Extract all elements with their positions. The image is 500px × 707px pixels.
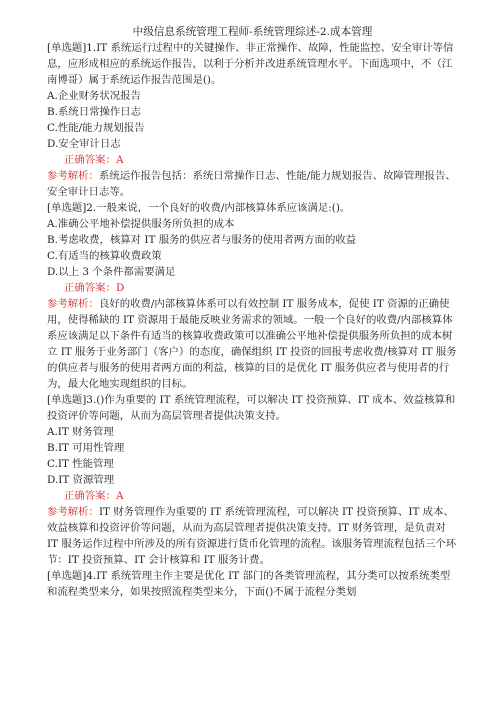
question-3-stem: [单选题]3.()作为重要的 IT 系统管理流程，可以解决 IT 投资预算、IT 成本、效益核算和投资评价等问题，从而为高层管理者提供决策支持。 xyxy=(47,394,456,422)
question-2-option-a: A.准确公平地补偿提供服务所负担的成本 xyxy=(47,218,235,230)
document-title: 中级信息系统管理工程师-系统管理综述-2.成本管理 xyxy=(132,26,373,38)
question-2-option-b: B.考虑收费，核算对 IT 服务的供应者与服务的使用者两方面的收益 xyxy=(47,234,357,246)
question-3-option-c: C.IT 性能管理 xyxy=(47,458,114,470)
question-3-option-b: B.IT 可用性管理 xyxy=(47,442,125,454)
answer-value: D xyxy=(115,282,125,294)
answer-label: 正确答案： xyxy=(64,490,116,502)
question-2-option-d: D.以上 3 个条件都需要满足 xyxy=(47,266,176,278)
question-2-explanation xyxy=(47,296,458,392)
question-3-explanation xyxy=(47,504,458,568)
explanation-text: IT 财务管理作为重要的 IT 系统管理流程，可以解决 IT 投资预算、IT 成本、效益核算和投资评价等问题，从而为高层管理者提供决策支持。IT 财务管理，是负责对 IT 服务运作过程中所涉及的所有资源进行货币化管理的流程。该服务管理流程包括三个环节：IT 投资预算、IT 会计核算和 IT 服务计费。 xyxy=(47,506,457,566)
question-4-stem: [单选题]4.IT 系统管理主作主要是优化 IT 部门的各类管理流程，其分类可以按系统类型和流程类型来分，如果按照流程类型来分，下面()不属于流程分类划 xyxy=(47,570,451,598)
question-2-stem: [单选题]2.一般来说，一个良好的收费/内部核算体系应该满足:()。 xyxy=(47,202,351,214)
question-1-option-d: D.安全审计日志 xyxy=(47,138,121,150)
answer-value: A xyxy=(115,490,124,502)
question-1-answer xyxy=(47,152,458,168)
question-3-answer xyxy=(47,488,458,504)
answer-value: A xyxy=(115,154,124,166)
question-1-explanation xyxy=(47,168,458,200)
explanation-text: 系统运作报告包括：系统日常操作日志、性能/能力规划报告、故障管理报告、安全审计日志等。 xyxy=(47,170,456,198)
explanation-text: 良好的收费/内部核算体系可以有效控制 IT 服务成本，促使 IT 资源的正确使用，使得稀缺的 IT 资源用于最能反映业务需求的领域。一般一个良好的收费/内部核算体系应该满足以下条件有适当的核算收费政策可以准确公平地补偿提供服务所负担的成本树立 IT 服务于业务部门（客户）的态度，确保组织 IT 投资的回报考虑收费/核算对 IT 服务的供应者与服务的使用者两方面的利益，核算的目的是优化 IT 服务供应者与使用者的行为，最大化地实现组织的目标。 xyxy=(47,298,457,390)
question-2-option-c: C.有适当的核算收费政策 xyxy=(47,250,162,262)
answer-label: 正确答案： xyxy=(64,282,116,294)
question-2-answer xyxy=(47,280,458,296)
question-1-option-a: A.企业财务状况报告 xyxy=(47,90,141,102)
explain-label: 参考解析： xyxy=(47,506,99,518)
question-1-option-c: C.性能/能力规划报告 xyxy=(47,122,145,134)
question-1-option-b: B.系统日常操作日志 xyxy=(47,106,142,118)
answer-label: 正确答案： xyxy=(64,154,116,166)
question-3-option-d: D.IT 资源管理 xyxy=(47,474,115,486)
question-3-option-a: A.IT 财务管理 xyxy=(47,426,114,438)
explain-label: 参考解析： xyxy=(47,298,99,310)
explain-label: 参考解析： xyxy=(47,170,99,182)
question-1-stem: [单选题]1.IT 系统运行过程中的关键操作、非正常操作、故障，性能监控、安全审计等信息，应形成相应的系统运作报告，以利于分析并改进系统管理水平。下面选项中，不（江南博哥）属于系统运作报告范围是()。 xyxy=(47,42,454,86)
